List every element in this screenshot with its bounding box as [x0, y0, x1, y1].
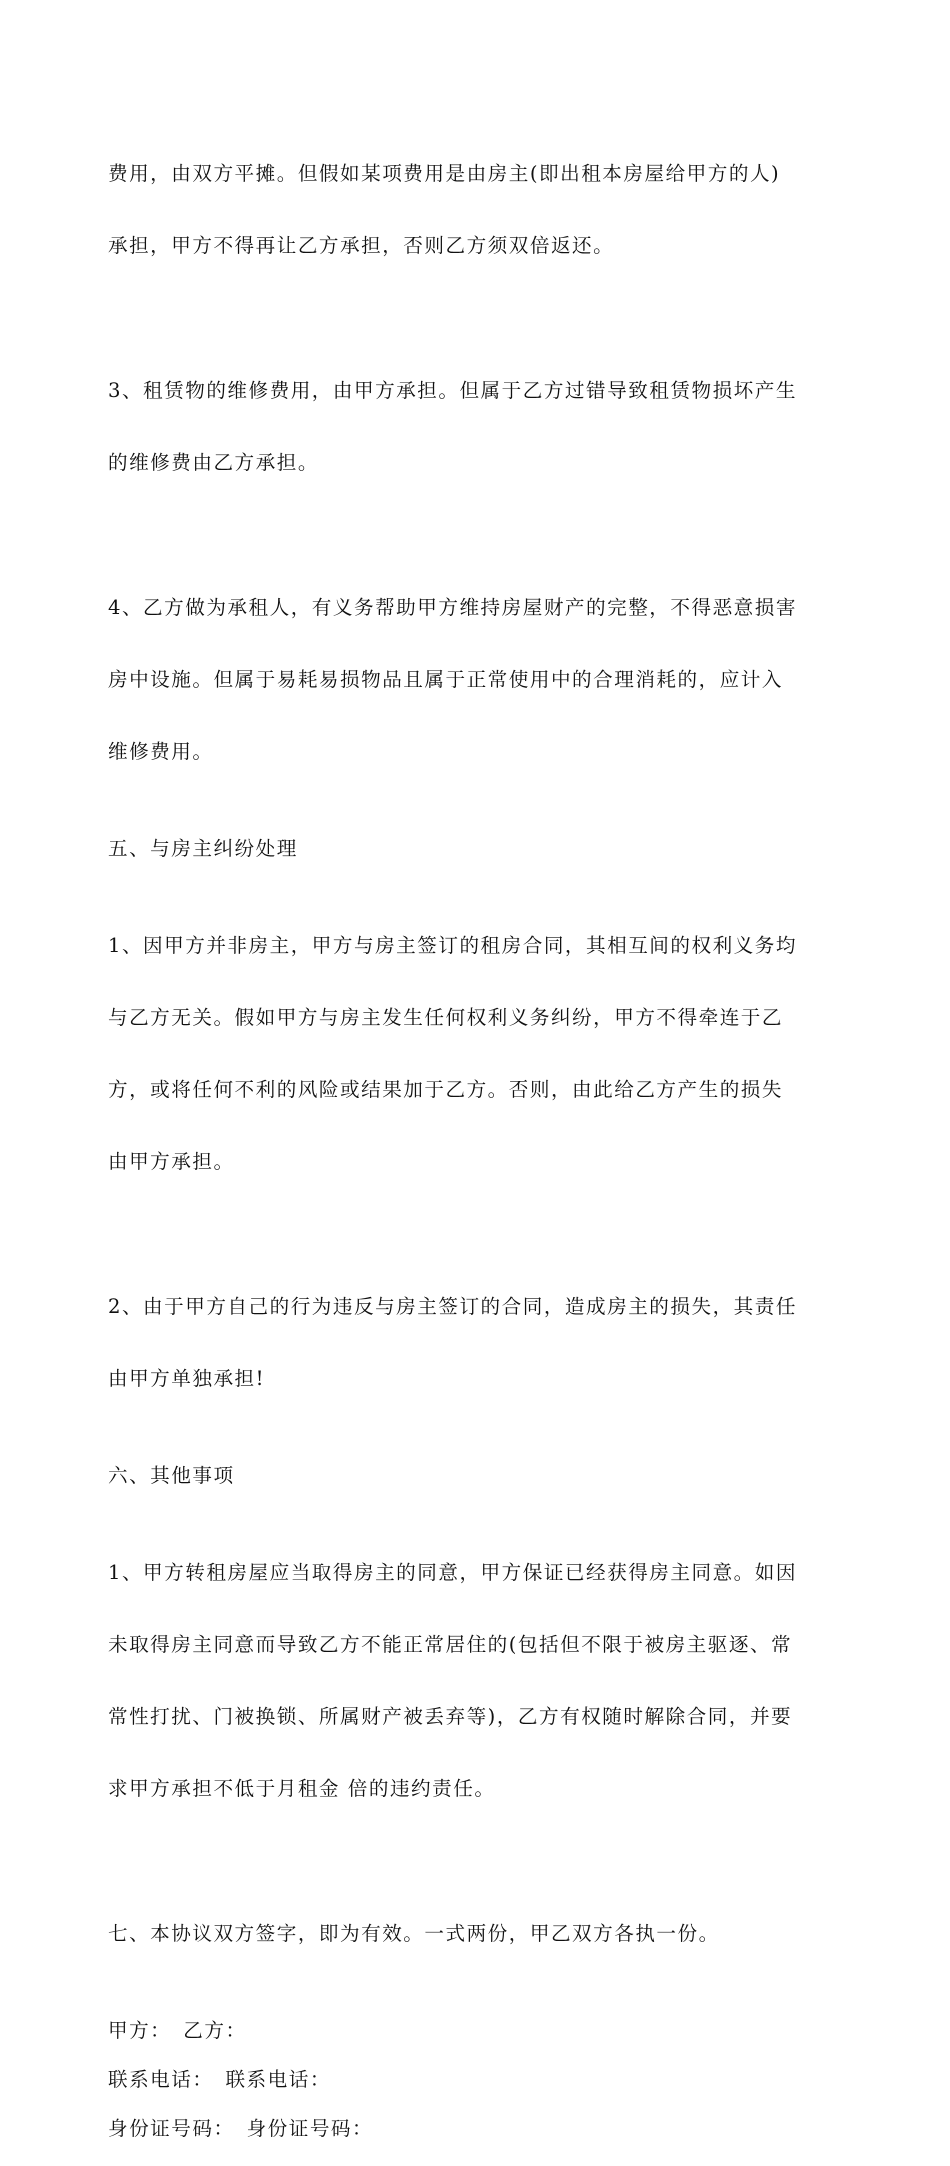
party-b-label: 乙方：: [183, 2019, 247, 2042]
text-line: 2、由于甲方自己的行为违反与房主签订的合同，造成房主的损失，其责任: [108, 1295, 797, 1318]
id-a-label: 身份证号码：: [108, 2117, 235, 2140]
text-line: 七、本协议双方签字，即为有效。一式两份，甲乙双方各执一份。: [108, 1922, 720, 1945]
document-page: [108, 114, 844, 2166]
paragraph-sublet-consent: [108, 1513, 844, 1849]
text-line: 3、租赁物的维修费用，由甲方承担。但属于乙方过错导致租赁物损坏产生: [108, 379, 797, 402]
text-line: 方，或将任何不利的风险或结果加于乙方。否则，由此给乙方产生的损失: [108, 1078, 783, 1101]
phone-a-label: 联系电话：: [108, 2068, 214, 2091]
signature-row-phone: [108, 2068, 844, 2092]
text-line: 房中设施。但属于易耗易损物品且属于正常使用中的合理消耗的，应计入: [108, 668, 783, 691]
text-line: 由甲方单独承担!: [108, 1367, 266, 1390]
paragraph-repair-costs: [108, 331, 844, 523]
text-line: 与乙方无关。假如甲方与房主发生任何权利义务纠纷，甲方不得牵连于乙: [108, 1006, 783, 1029]
text-line: 常性打扰、门被换锁、所属财产被丢弃等)，乙方有权随时解除合同，并要: [108, 1705, 793, 1728]
text-line: 4、乙方做为承租人，有义务帮助甲方维持房屋财产的完整，不得恶意损害: [108, 596, 797, 619]
text-line: 承担，甲方不得再让乙方承担，否则乙方须双倍返还。: [108, 234, 615, 257]
paragraph-tenant-obligation: [108, 548, 844, 812]
text-line: 的维修费由乙方承担。: [108, 451, 319, 474]
signature-row-id: [108, 2117, 844, 2141]
text-line: 1、甲方转租房屋应当取得房主的同意，甲方保证已经获得房主同意。如因: [108, 1561, 797, 1584]
paragraph-landlord-dispute-1: [108, 886, 844, 1222]
text-line: 1、因甲方并非房主，甲方与房主签订的租房合同，其相互间的权利义务均: [108, 934, 797, 957]
id-b-label: 身份证号码：: [246, 2117, 374, 2140]
text-line: 由甲方承担。: [108, 1150, 235, 1173]
paragraph-agreement-effective: [108, 1874, 844, 1994]
section-heading-landlord-disputes: 五、与房主纠纷处理: [108, 837, 298, 860]
text-line: 未取得房主同意而导致乙方不能正常居住的(包括但不限于被房主驱逐、常: [108, 1633, 793, 1656]
party-a-label: 甲方：: [108, 2019, 172, 2042]
signature-row-parties: [108, 2019, 844, 2043]
paragraph-landlord-dispute-2: [108, 1247, 844, 1439]
text-line: 维修费用。: [108, 740, 214, 763]
text-line: 求甲方承担不低于月租金 倍的违约责任。: [108, 1777, 496, 1800]
paragraph-expense-sharing: [108, 114, 844, 306]
section-heading-other-matters: 六、其他事项: [108, 1464, 235, 1487]
phone-b-label: 联系电话：: [225, 2068, 331, 2091]
text-line: 费用，由双方平摊。但假如某项费用是由房主(即出租本房屋给甲方的人): [108, 162, 781, 185]
